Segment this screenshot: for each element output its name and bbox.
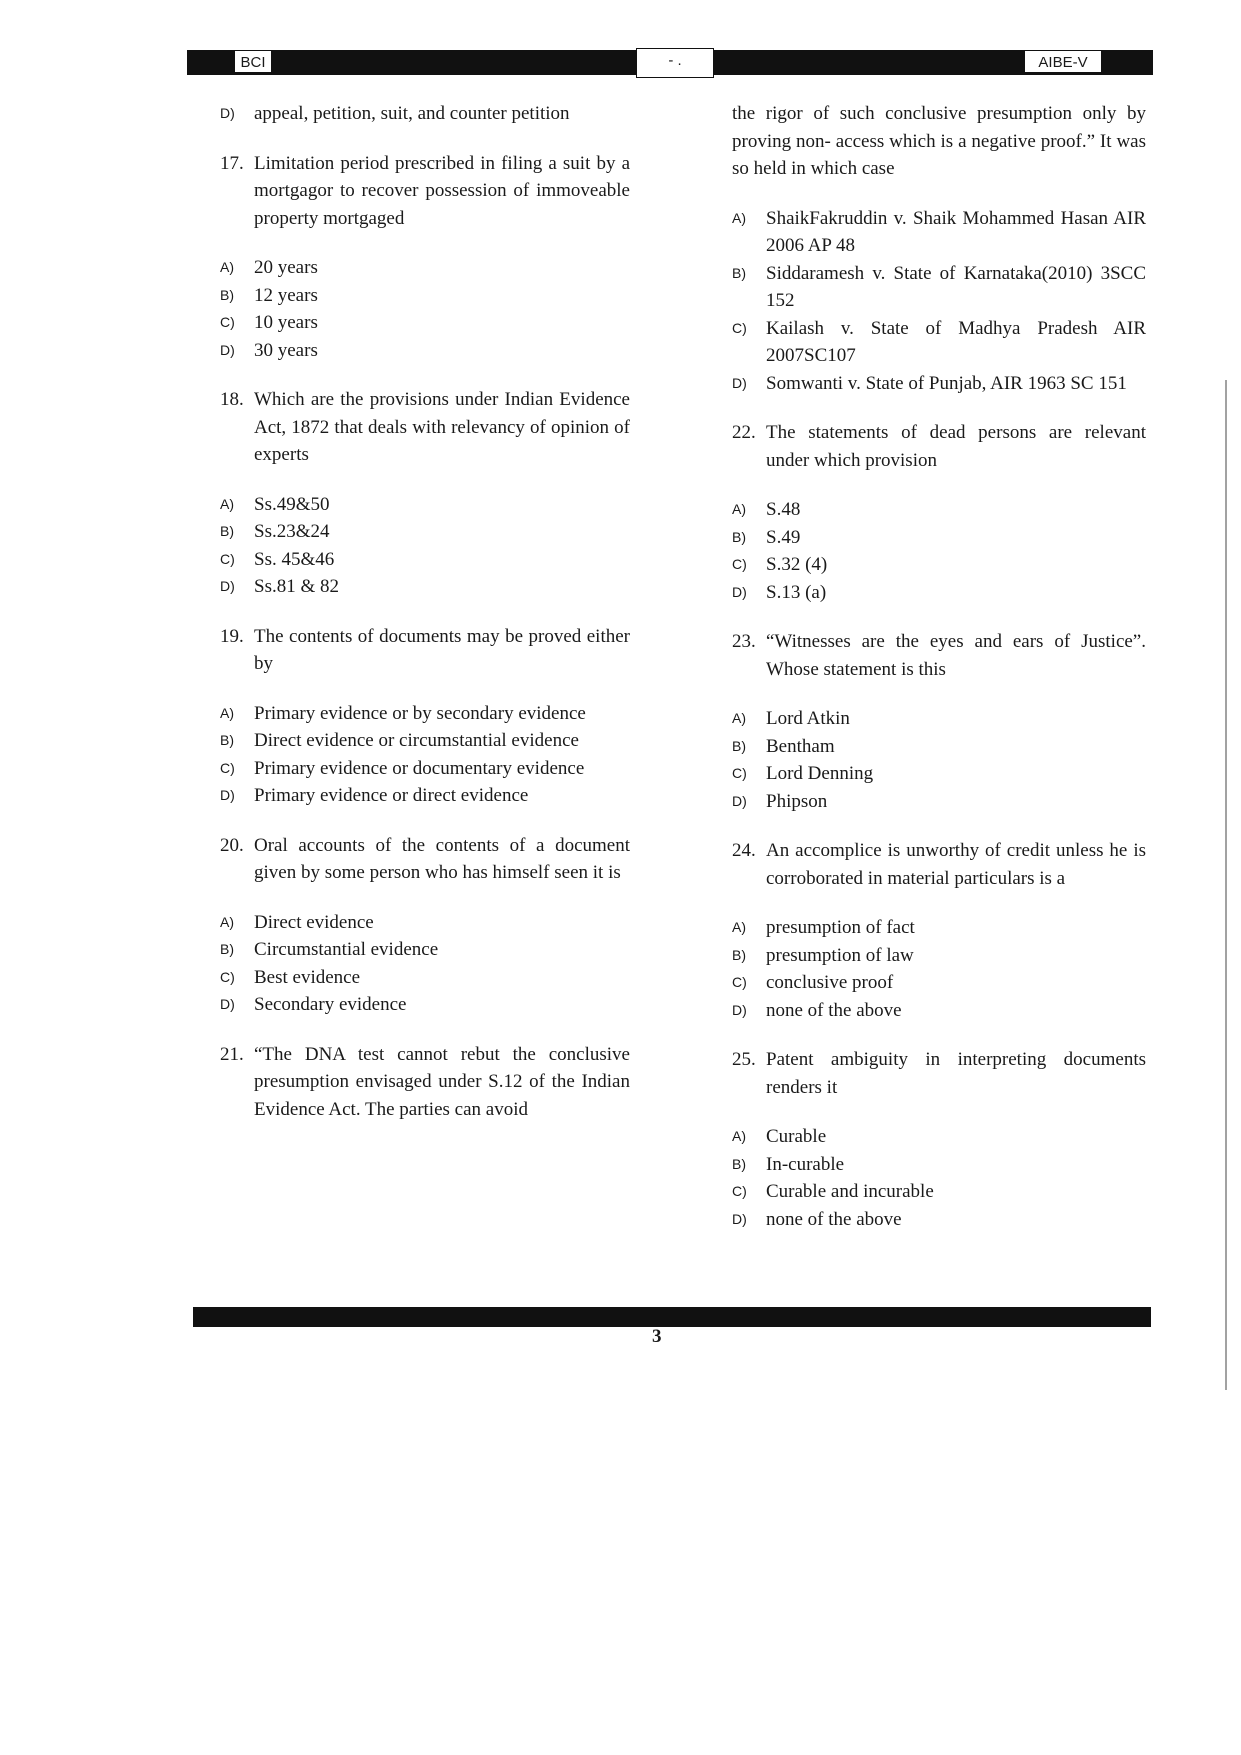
option-label: D): [732, 1210, 747, 1227]
question-text: Limitation period prescribed in filing a suit by a mortgagor to recover possession of immoveable property mortgaged: [254, 152, 630, 229]
question-21-continued-text: the rigor of such conclusive presumption only by proving non- access which is a negative proof.” It was so held in which case: [732, 103, 1146, 179]
scan-margin-line: [1225, 380, 1227, 1390]
option-a: [220, 254, 630, 282]
option-label: D): [732, 792, 747, 809]
option-text: S.32 (4): [766, 554, 828, 575]
option-text: 30 years: [254, 339, 318, 361]
option-label: D): [220, 787, 235, 803]
option-d: [732, 370, 1146, 398]
option-label: B): [732, 737, 746, 754]
option-text: Primary evidence or documentary evidence: [254, 757, 585, 779]
option-c: [220, 546, 630, 574]
option-a: [220, 700, 630, 728]
option-label: C): [732, 556, 747, 572]
question-text: Patent ambiguity in interpreting documents renders it: [766, 1049, 1146, 1098]
option-label: B): [732, 264, 746, 281]
option-text: Ss.49&50: [254, 493, 330, 515]
option-d: [732, 579, 1146, 607]
option-label: C): [220, 550, 235, 567]
option-label: A): [220, 495, 234, 512]
header-left-tag: BCI: [234, 50, 272, 73]
option-a: [220, 909, 630, 937]
option-text: Secondary evidence: [254, 994, 407, 1015]
question-text: Which are the provisions under Indian Evidence Act, 1872 that deals with relevancy of opinion of experts: [254, 389, 630, 465]
option-text: Ss.23&24: [254, 521, 330, 542]
question-text: “Witnesses are the eyes and ears of Justice”. Whose statement is this: [766, 631, 1146, 680]
option-label: A): [732, 1128, 746, 1144]
option-label: D): [220, 578, 235, 594]
option-text: S.13 (a): [766, 581, 827, 603]
option-b: [732, 1151, 1146, 1179]
option-label: D): [220, 341, 235, 358]
option-text: presumption of fact: [766, 917, 915, 938]
option-text: Curable and incurable: [766, 1181, 934, 1202]
option-label: B): [220, 941, 234, 957]
option-d: [732, 1206, 1146, 1234]
option-label: B): [732, 1155, 746, 1172]
left-column: [220, 100, 630, 1123]
footer-bar: [193, 1307, 1151, 1327]
option-b: [220, 518, 630, 546]
option-label: C): [732, 765, 747, 781]
option-text: Lord Atkin: [766, 708, 850, 729]
option-d: [220, 991, 630, 1019]
header-center-mark: - .: [636, 48, 714, 78]
option-text: S.48: [766, 499, 801, 520]
option-text: Somwanti v. State of Punjab, AIR 1963 SC 151: [766, 372, 1127, 394]
option-text: 20 years: [254, 257, 318, 278]
option-label: A): [220, 913, 234, 930]
option-label: B): [220, 732, 234, 748]
option-label: C): [732, 974, 747, 990]
question-number: 24.: [732, 840, 756, 861]
option-text: ShaikFakruddin v. Shaik Mohammed Hasan AIR 2006 AP 48: [766, 207, 1146, 256]
option-a: [220, 491, 630, 519]
option-b: [220, 282, 630, 310]
option-c: [732, 551, 1146, 579]
option-text: Siddaramesh v. State of Karnataka(2010) 3SCC 152: [766, 262, 1146, 311]
option-a: [732, 914, 1146, 942]
option-a: [732, 705, 1146, 733]
option-text: Circumstantial evidence: [254, 939, 439, 960]
header-right-tag: AIBE-V: [1024, 50, 1102, 73]
option-text: Curable: [766, 1126, 827, 1147]
option-label: C): [732, 319, 747, 336]
option-d: [220, 573, 630, 601]
option-label: D): [732, 583, 747, 600]
question-text: The contents of documents may be proved either by: [254, 625, 630, 674]
option-c: [732, 315, 1146, 370]
question-number: 19.: [220, 625, 244, 647]
option-text: Primary evidence or by secondary evidence: [254, 702, 586, 724]
option-c: [220, 755, 630, 783]
option-a: [732, 1123, 1146, 1151]
option-label: D): [220, 996, 235, 1012]
page-number: 3: [652, 1326, 662, 1347]
question-number: 21.: [220, 1043, 244, 1065]
question-number: 23.: [732, 631, 756, 652]
option-text: presumption of law: [766, 944, 914, 966]
option-b: [732, 524, 1146, 552]
option-label: C): [732, 1183, 747, 1199]
option-text: 10 years: [254, 312, 318, 333]
question-number: 18.: [220, 389, 244, 410]
option-text: Primary evidence or direct evidence: [254, 785, 529, 806]
option-label: B): [220, 286, 234, 303]
option-c: [220, 964, 630, 992]
option-text: 12 years: [254, 284, 318, 306]
option-label: D): [732, 374, 747, 391]
question-text: The statements of dead persons are relevant under which provision: [766, 422, 1146, 471]
question-21: [220, 1041, 630, 1124]
option-label: A): [732, 209, 746, 226]
option-text: conclusive proof: [766, 972, 894, 993]
option-text: Direct evidence or circumstantial evidence: [254, 730, 579, 751]
option-text: S.49: [766, 526, 801, 548]
option-label: D): [732, 1001, 747, 1018]
question-number: 17.: [220, 152, 244, 174]
option-b: [732, 733, 1146, 761]
option-text: Ss.81 & 82: [254, 576, 339, 597]
option-label: C): [220, 314, 235, 330]
option-text: none of the above: [766, 999, 902, 1021]
option-text: Bentham: [766, 735, 835, 757]
option-text: Ss. 45&46: [254, 548, 335, 570]
option-text: Direct evidence: [254, 911, 374, 933]
option-d: [220, 337, 630, 365]
option-c: [732, 760, 1146, 788]
option-label: A): [732, 710, 746, 726]
question-22: [732, 419, 1146, 606]
option-label: A): [732, 501, 746, 517]
option-d: [732, 997, 1146, 1025]
right-column: [732, 100, 1146, 1233]
option-label: A): [220, 259, 234, 275]
option-text: Phipson: [766, 790, 828, 812]
option-b: [732, 942, 1146, 970]
question-18: [220, 386, 630, 601]
option-c: [220, 309, 630, 337]
option-text: Lord Denning: [766, 763, 874, 784]
option-b: [220, 936, 630, 964]
question-number: 25.: [732, 1049, 756, 1070]
question-25: [732, 1046, 1146, 1233]
option-text: Best evidence: [254, 966, 361, 988]
question-text: Oral accounts of the contents of a document given by some person who has himself seen it is: [254, 834, 630, 883]
question-number: 20.: [220, 834, 244, 856]
question-number: 22.: [732, 422, 756, 443]
question-23: [732, 628, 1146, 815]
option-b: [220, 727, 630, 755]
question-19: [220, 623, 630, 810]
option-label: B): [732, 528, 746, 545]
option-b: [732, 260, 1146, 315]
option-label: C): [220, 759, 235, 776]
option-label: A): [220, 704, 234, 721]
option-a: [732, 496, 1146, 524]
option-text: In-curable: [766, 1153, 845, 1175]
option-text: Kailash v. State of Madhya Pradesh AIR 2007SC107: [766, 317, 1146, 366]
option-d: [220, 782, 630, 810]
question-24: [732, 837, 1146, 1024]
option-text: appeal, petition, suit, and counter petition: [254, 103, 570, 124]
question-text: “The DNA test cannot rebut the conclusive presumption envisaged under S.12 of the Indian Evidence Act. The parties can avoid: [254, 1043, 630, 1120]
option-label: B): [732, 946, 746, 963]
option-a: [732, 205, 1146, 260]
question-text: An accomplice is unworthy of credit unless he is corroborated in material particulars is a: [766, 840, 1146, 889]
option-text: none of the above: [766, 1208, 902, 1230]
question-17: [220, 150, 630, 365]
option-continued: [220, 100, 630, 128]
option-label: C): [220, 968, 235, 985]
option-c: [732, 1178, 1146, 1206]
option-label: B): [220, 523, 234, 539]
question-20: [220, 832, 630, 1019]
option-c: [732, 969, 1146, 997]
option-label: A): [732, 919, 746, 935]
option-label: D): [220, 105, 235, 121]
option-d: [732, 788, 1146, 816]
